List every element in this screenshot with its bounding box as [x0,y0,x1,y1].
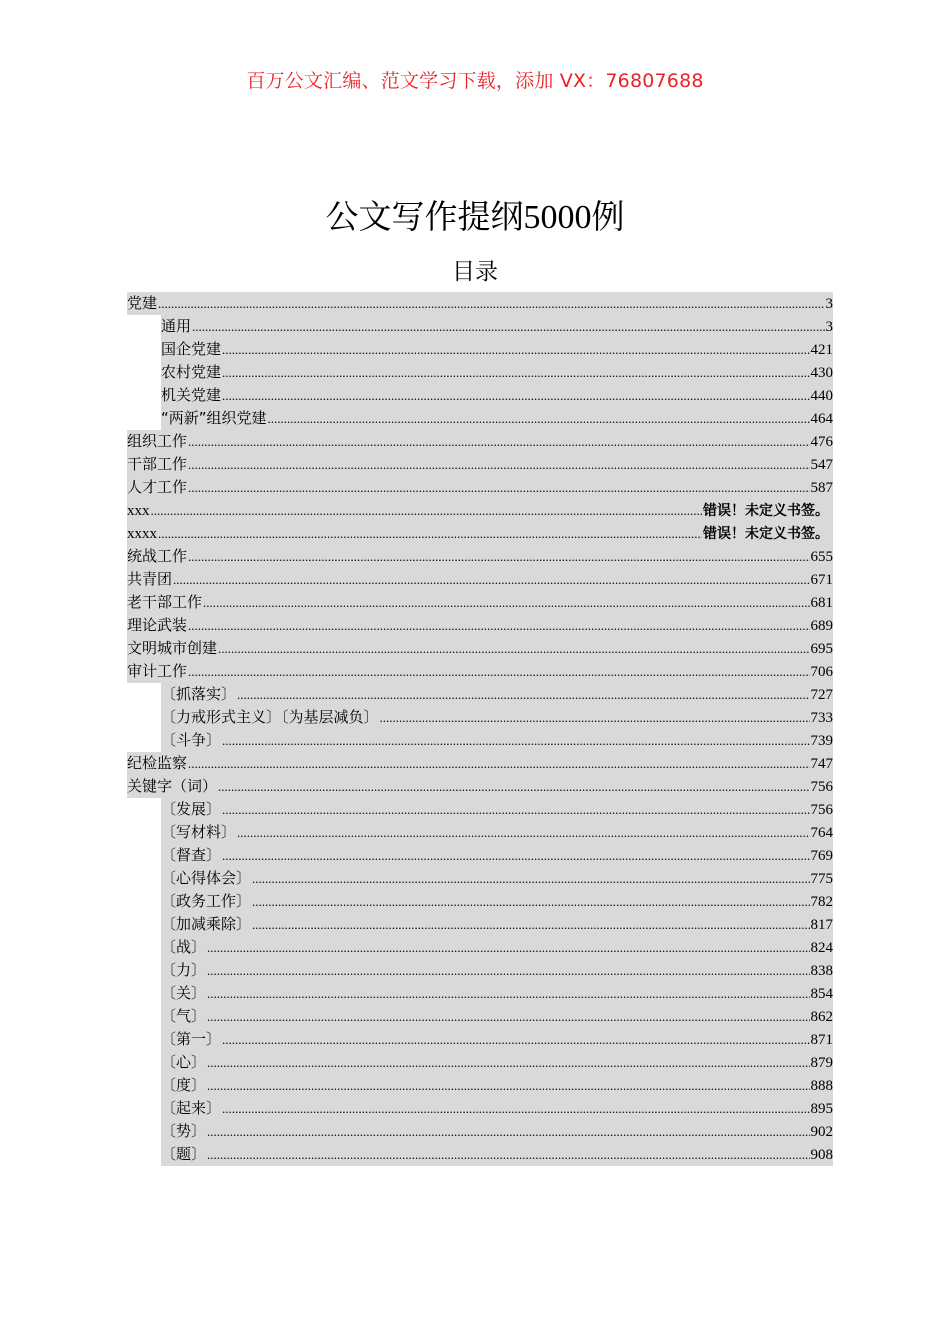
toc-entry[interactable] [161,407,833,430]
document-title [0,191,950,238]
toc-entry[interactable] [127,775,833,798]
toc-entry-page: 764 [810,825,833,841]
toc-entry[interactable] [127,752,833,775]
toc-dot-leader [252,890,809,913]
toc-entry-page: 756 [810,779,833,795]
toc-entry-label: 国企党建 [161,340,222,358]
toc-dot-leader [207,959,809,982]
toc-dot-leader [218,775,809,798]
toc-entry-page: 908 [810,1147,833,1163]
toc-entry[interactable] [161,1005,833,1028]
toc-heading: 目录 [452,259,498,285]
toc-dot-leader [188,476,809,499]
toc-entry-page: 769 [810,848,833,864]
toc-entry-page: 727 [810,687,833,703]
toc-entry[interactable] [127,453,833,476]
toc-dot-leader [188,430,809,453]
toc-entry-page: 854 [810,986,833,1002]
toc-entry-label: 〔督查〕 [161,846,222,864]
toc-entry-page: 879 [810,1055,833,1071]
toc-entry-page: 817 [810,917,833,933]
toc-entry-page: 695 [810,641,833,657]
toc-entry[interactable] [161,821,833,844]
toc-entry-label: 关键字（词） [127,777,218,795]
toc-entry[interactable] [127,614,833,637]
toc-entry[interactable] [161,1051,833,1074]
title-suffix: 例 [591,197,625,236]
toc-dot-leader [158,522,702,545]
toc-entry[interactable] [161,683,833,706]
toc-entry[interactable] [161,1120,833,1143]
toc-entry[interactable] [127,499,833,522]
toc-entry-page: 421 [810,342,833,358]
toc-entry-error: 错误！未定义书签。 [703,503,829,519]
toc-entry[interactable] [161,706,833,729]
toc-dot-leader [222,844,809,867]
toc-dot-leader [222,729,809,752]
toc-entry-page: 476 [810,434,833,450]
toc-entry-label: 〔题〕 [161,1145,207,1163]
toc-entry-page: 587 [810,480,833,496]
toc-entry-label: 组织工作 [127,432,188,450]
toc-entry-label: 机关党建 [161,386,222,404]
toc-entry[interactable] [127,476,833,499]
toc-entry[interactable] [161,890,833,913]
toc-entry-label: 纪检监察 [127,754,188,772]
toc-dot-leader [207,936,809,959]
toc-dot-leader [203,591,809,614]
toc-entry-label: 〔战〕 [161,938,207,956]
toc-dot-leader [207,1005,809,1028]
toc-entry[interactable] [127,430,833,453]
toc-entry-label: 〔心得体会〕 [161,869,252,887]
toc-dot-leader [218,637,809,660]
toc-dot-leader [188,752,809,775]
toc-dot-leader [268,407,810,430]
toc-entry-label: 〔关〕 [161,984,207,1002]
toc-entry[interactable] [161,867,833,890]
toc-entry-label: 〔心〕 [161,1053,207,1071]
toc-entry-label: 干部工作 [127,455,188,473]
table-of-contents [127,292,833,1166]
toc-entry-label: 〔势〕 [161,1122,207,1140]
toc-entry-label: 农村党建 [161,363,222,381]
toc-entry[interactable] [161,1074,833,1097]
toc-entry-label: 〔度〕 [161,1076,207,1094]
toc-entry-page: 747 [810,756,833,772]
toc-entry-label: 文明城市创建 [127,639,218,657]
toc-entry-label: 〔发展〕 [161,800,222,818]
toc-dot-leader [188,545,809,568]
toc-entry-page: 871 [810,1032,833,1048]
toc-entry[interactable] [127,568,833,591]
toc-entry-page: 782 [810,894,833,910]
toc-dot-leader [222,384,809,407]
toc-dot-leader [207,1143,809,1166]
toc-dot-leader [222,798,809,821]
toc-entry[interactable] [161,1097,833,1120]
toc-entry-label: 〔加减乘除〕 [161,915,252,933]
toc-dot-leader [173,568,809,591]
toc-entry-page: 838 [810,963,833,979]
toc-entry-label: 老干部工作 [127,593,203,611]
toc-entry-label: xxx [127,503,150,519]
toc-entry-page: 895 [810,1101,833,1117]
toc-entry[interactable] [161,1143,833,1166]
toc-entry-page: 902 [810,1124,833,1140]
toc-entry-label: 〔斗争〕 [161,731,222,749]
toc-entry-label: 〔气〕 [161,1007,207,1025]
toc-entry-page: 655 [810,549,833,565]
toc-entry-page: 681 [810,595,833,611]
toc-entry-label: 〔起来〕 [161,1099,222,1117]
toc-entry-page: 862 [810,1009,833,1025]
toc-entry[interactable] [161,913,833,936]
toc-dot-leader [192,315,824,338]
toc-entry-page: 547 [810,457,833,473]
toc-entry[interactable] [127,292,833,315]
toc-dot-leader [207,1120,809,1143]
toc-entry-label: 理论武装 [127,616,188,634]
toc-entry[interactable] [127,591,833,614]
toc-dot-leader [207,1074,809,1097]
toc-entry-label: “两新”组织党建 [161,409,267,427]
toc-dot-leader [252,913,809,936]
toc-dot-leader [237,683,809,706]
toc-entry-page: 775 [810,871,833,887]
watermark-banner: 百万公文汇编、范文学习下载，添加 VX：76807688 [246,70,704,92]
toc-entry-label: 审计工作 [127,662,188,680]
toc-entry-page: 733 [810,710,833,726]
toc-dot-leader [222,361,809,384]
toc-entry-page: 706 [810,664,833,680]
toc-entry-label: 共青团 [127,570,173,588]
toc-entry[interactable] [161,844,833,867]
toc-entry[interactable] [161,936,833,959]
toc-dot-leader [222,1028,809,1051]
toc-entry[interactable] [161,361,833,384]
toc-entry[interactable] [161,729,833,752]
toc-dot-leader [222,338,809,361]
toc-entry-label: 统战工作 [127,547,188,565]
toc-entry[interactable] [127,660,833,683]
toc-entry-label: xxxx [127,526,157,542]
title-prefix: 公文写作提纲 [325,197,524,236]
toc-entry-error: 错误！未定义书签。 [703,526,829,542]
toc-dot-leader [158,292,824,315]
toc-entry-page: 824 [810,940,833,956]
toc-dot-leader [188,660,809,683]
toc-entry-label: 通用 [161,317,192,335]
toc-entry-page: 888 [810,1078,833,1094]
toc-entry-label: 〔力〕 [161,961,207,979]
toc-dot-leader [380,706,810,729]
toc-entry-page: 440 [810,388,833,404]
toc-entry[interactable] [161,798,833,821]
toc-dot-leader [151,499,703,522]
toc-entry[interactable] [161,315,833,338]
toc-entry[interactable] [127,545,833,568]
toc-entry[interactable] [127,637,833,660]
toc-entry[interactable] [161,1028,833,1051]
toc-entry-page: 671 [810,572,833,588]
toc-entry[interactable] [161,982,833,1005]
toc-entry-label: 〔力戒形式主义〕〔为基层减负〕 [161,708,379,726]
toc-dot-leader [252,867,809,890]
title-number: 5000 [523,199,592,236]
toc-entry-page: 3 [825,319,833,335]
toc-dot-leader [222,1097,809,1120]
toc-entry-page: 756 [810,802,833,818]
toc-entry[interactable] [161,338,833,361]
toc-entry-label: 〔抓落实〕 [161,685,237,703]
toc-entry-page: 464 [810,411,833,427]
toc-entry-label: 〔第一〕 [161,1030,222,1048]
toc-entry[interactable] [127,522,833,545]
toc-entry-label: 〔写材料〕 [161,823,237,841]
toc-entry[interactable] [161,384,833,407]
toc-dot-leader [188,453,809,476]
toc-entry-label: 〔政务工作〕 [161,892,252,910]
toc-entry-page: 739 [810,733,833,749]
toc-entry-label: 人才工作 [127,478,188,496]
toc-entry-page: 3 [825,296,833,312]
toc-dot-leader [237,821,809,844]
toc-entry[interactable] [161,959,833,982]
toc-dot-leader [207,1051,809,1074]
toc-dot-leader [207,982,809,1005]
toc-dot-leader [188,614,809,637]
toc-entry-page: 430 [810,365,833,381]
toc-entry-page: 689 [810,618,833,634]
toc-entry-label: 党建 [127,294,158,312]
